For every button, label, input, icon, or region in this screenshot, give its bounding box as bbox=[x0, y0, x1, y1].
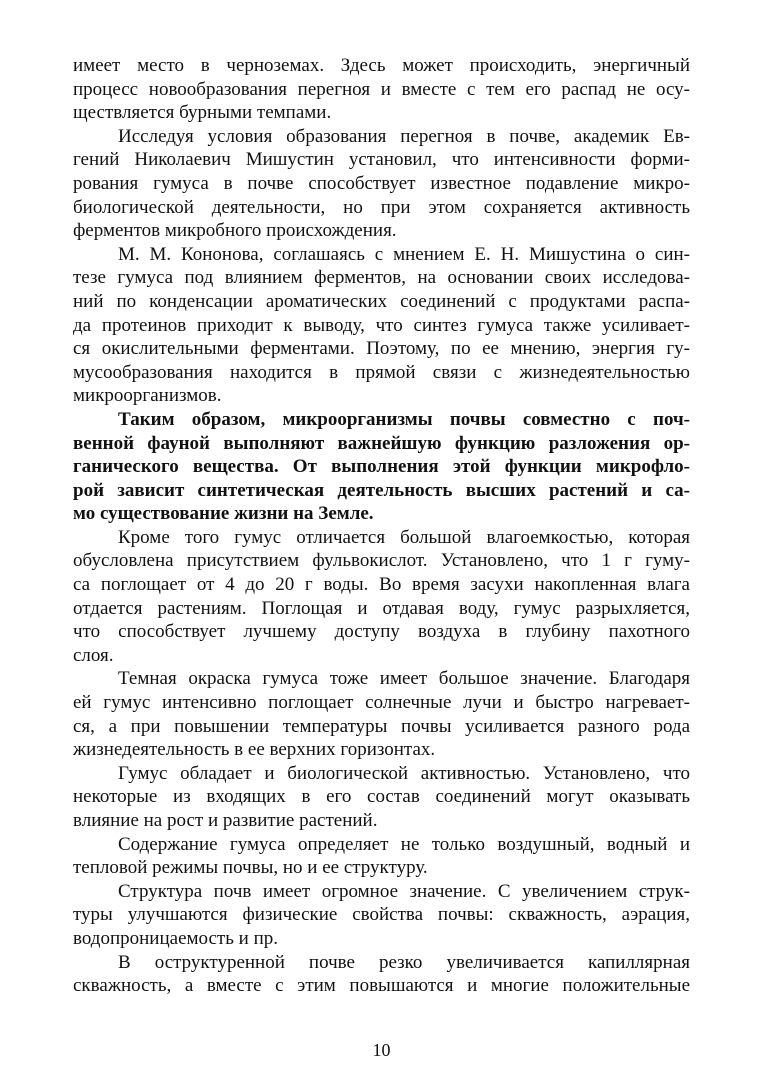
paragraph bbox=[73, 667, 690, 761]
paragraph bbox=[73, 125, 690, 243]
paragraph bbox=[73, 951, 690, 998]
text-line: биологической деятельности, но при этом сохраняется активность bbox=[73, 196, 690, 218]
text-line: рой зависит синтетическая деятельность высших растений и са- bbox=[73, 479, 690, 501]
text-line: процесс новообразования перегноя и вместе с тем его распад не осу- bbox=[73, 78, 690, 100]
text-line: обусловлена присутствием фульвокислот. Установлено, что 1 г гуму- bbox=[73, 550, 690, 572]
text-line: ний по конденсации ароматических соединений с продуктами распа- bbox=[73, 290, 690, 312]
text-line: некоторые из входящих в его состав соединений могут оказывать bbox=[73, 786, 690, 808]
text-line: тепловой режимы почвы, но и ее структуру. bbox=[73, 857, 428, 879]
text-line: М. М. Кононова, соглашаясь с мнением Е. Н. Мишустина о син- bbox=[118, 243, 690, 265]
text-line: ферментов микробного происхождения. bbox=[73, 220, 397, 242]
text-line: Темная окраска гумуса тоже имеет большое значение. Благодаря bbox=[118, 668, 690, 690]
text-line: Таким образом, микроорганизмы почвы совместно с поч- bbox=[118, 408, 690, 430]
text-line: скважность, а вместе с этим повышаются и многие положительные bbox=[73, 975, 690, 997]
text-line: Содержание гумуса определяет не только воздушный, водный и bbox=[118, 833, 690, 855]
paragraph bbox=[73, 833, 690, 880]
text-line: тезе гумуса под влиянием ферментов, на основании своих исследова- bbox=[73, 267, 690, 289]
text-line: слоя. bbox=[73, 644, 114, 666]
text-line: рования гумуса в почве способствует известное подавление микро- bbox=[73, 172, 690, 194]
text-line: В оструктуренной почве резко увеличивается капиллярная bbox=[118, 951, 690, 973]
text-line: ганического вещества. От выполнения этой функции микрофло- bbox=[73, 456, 690, 478]
text-line: Кроме того гумус отличается большой влагоемкостью, которая bbox=[118, 526, 690, 548]
paragraph bbox=[73, 243, 690, 408]
page-number: 10 bbox=[372, 1040, 391, 1060]
paragraph bbox=[73, 408, 690, 526]
text-line: мо существование жизни на Земле. bbox=[73, 503, 374, 525]
text-line: отдается растениям. Поглощая и отдавая воду, гумус разрыхляется, bbox=[73, 597, 690, 619]
text-line: микроорганизмов. bbox=[73, 385, 222, 407]
text-line: мусообразования находится в прямой связи с жизнедеятельностью bbox=[73, 361, 690, 383]
text-line: имеет место в черноземах. Здесь может происходить, энергичный bbox=[73, 55, 690, 76]
text-line: водопроницаемость и пр. bbox=[73, 927, 278, 949]
text-line: ся, а при повышении температуры почвы усиливается разного рода bbox=[73, 715, 690, 737]
text-line: ей гумус интенсивно поглощает солнечные лучи и быстро нагревает- bbox=[73, 692, 690, 714]
text-line: венной фауной выполняют важнейшую функцию разложения ор- bbox=[73, 432, 690, 454]
text-line: да протеинов приходит к выводу, что синтез гумуса также усиливает- bbox=[73, 314, 690, 336]
paragraph bbox=[73, 54, 690, 125]
text-line: Гумус обладает и биологической активностью. Установлено, что bbox=[118, 762, 690, 784]
text-line: влияние на рост и развитие растений. bbox=[73, 810, 378, 831]
text-line: жизнедеятельность в ее верхних горизонтах. bbox=[73, 739, 436, 761]
page-body bbox=[73, 54, 690, 998]
text-line: гений Николаевич Мишустин установил, что интенсивности форми- bbox=[73, 149, 690, 171]
text-line: ществляется бурными темпами. bbox=[73, 102, 332, 124]
text-line: Структура почв имеет огромное значение. С увеличением струк- bbox=[118, 880, 690, 902]
text-line: Исследуя условия образования перегноя в почве, академик Ев- bbox=[118, 125, 690, 147]
text-line: ся окислительными ферментами. Поэтому, по ее мнению, энергия гу- bbox=[73, 338, 690, 360]
paragraph bbox=[73, 880, 690, 951]
paragraph bbox=[73, 526, 690, 668]
paragraph bbox=[73, 762, 690, 833]
text-line: са поглощает от 4 до 20 г воды. Во время засухи накопленная влага bbox=[73, 574, 690, 596]
text-line: туры улучшаются физические свойства почвы: скважность, аэрация, bbox=[73, 904, 690, 926]
text-line: что способствует лучшему доступу воздуха в глубину пахотного bbox=[73, 621, 690, 643]
